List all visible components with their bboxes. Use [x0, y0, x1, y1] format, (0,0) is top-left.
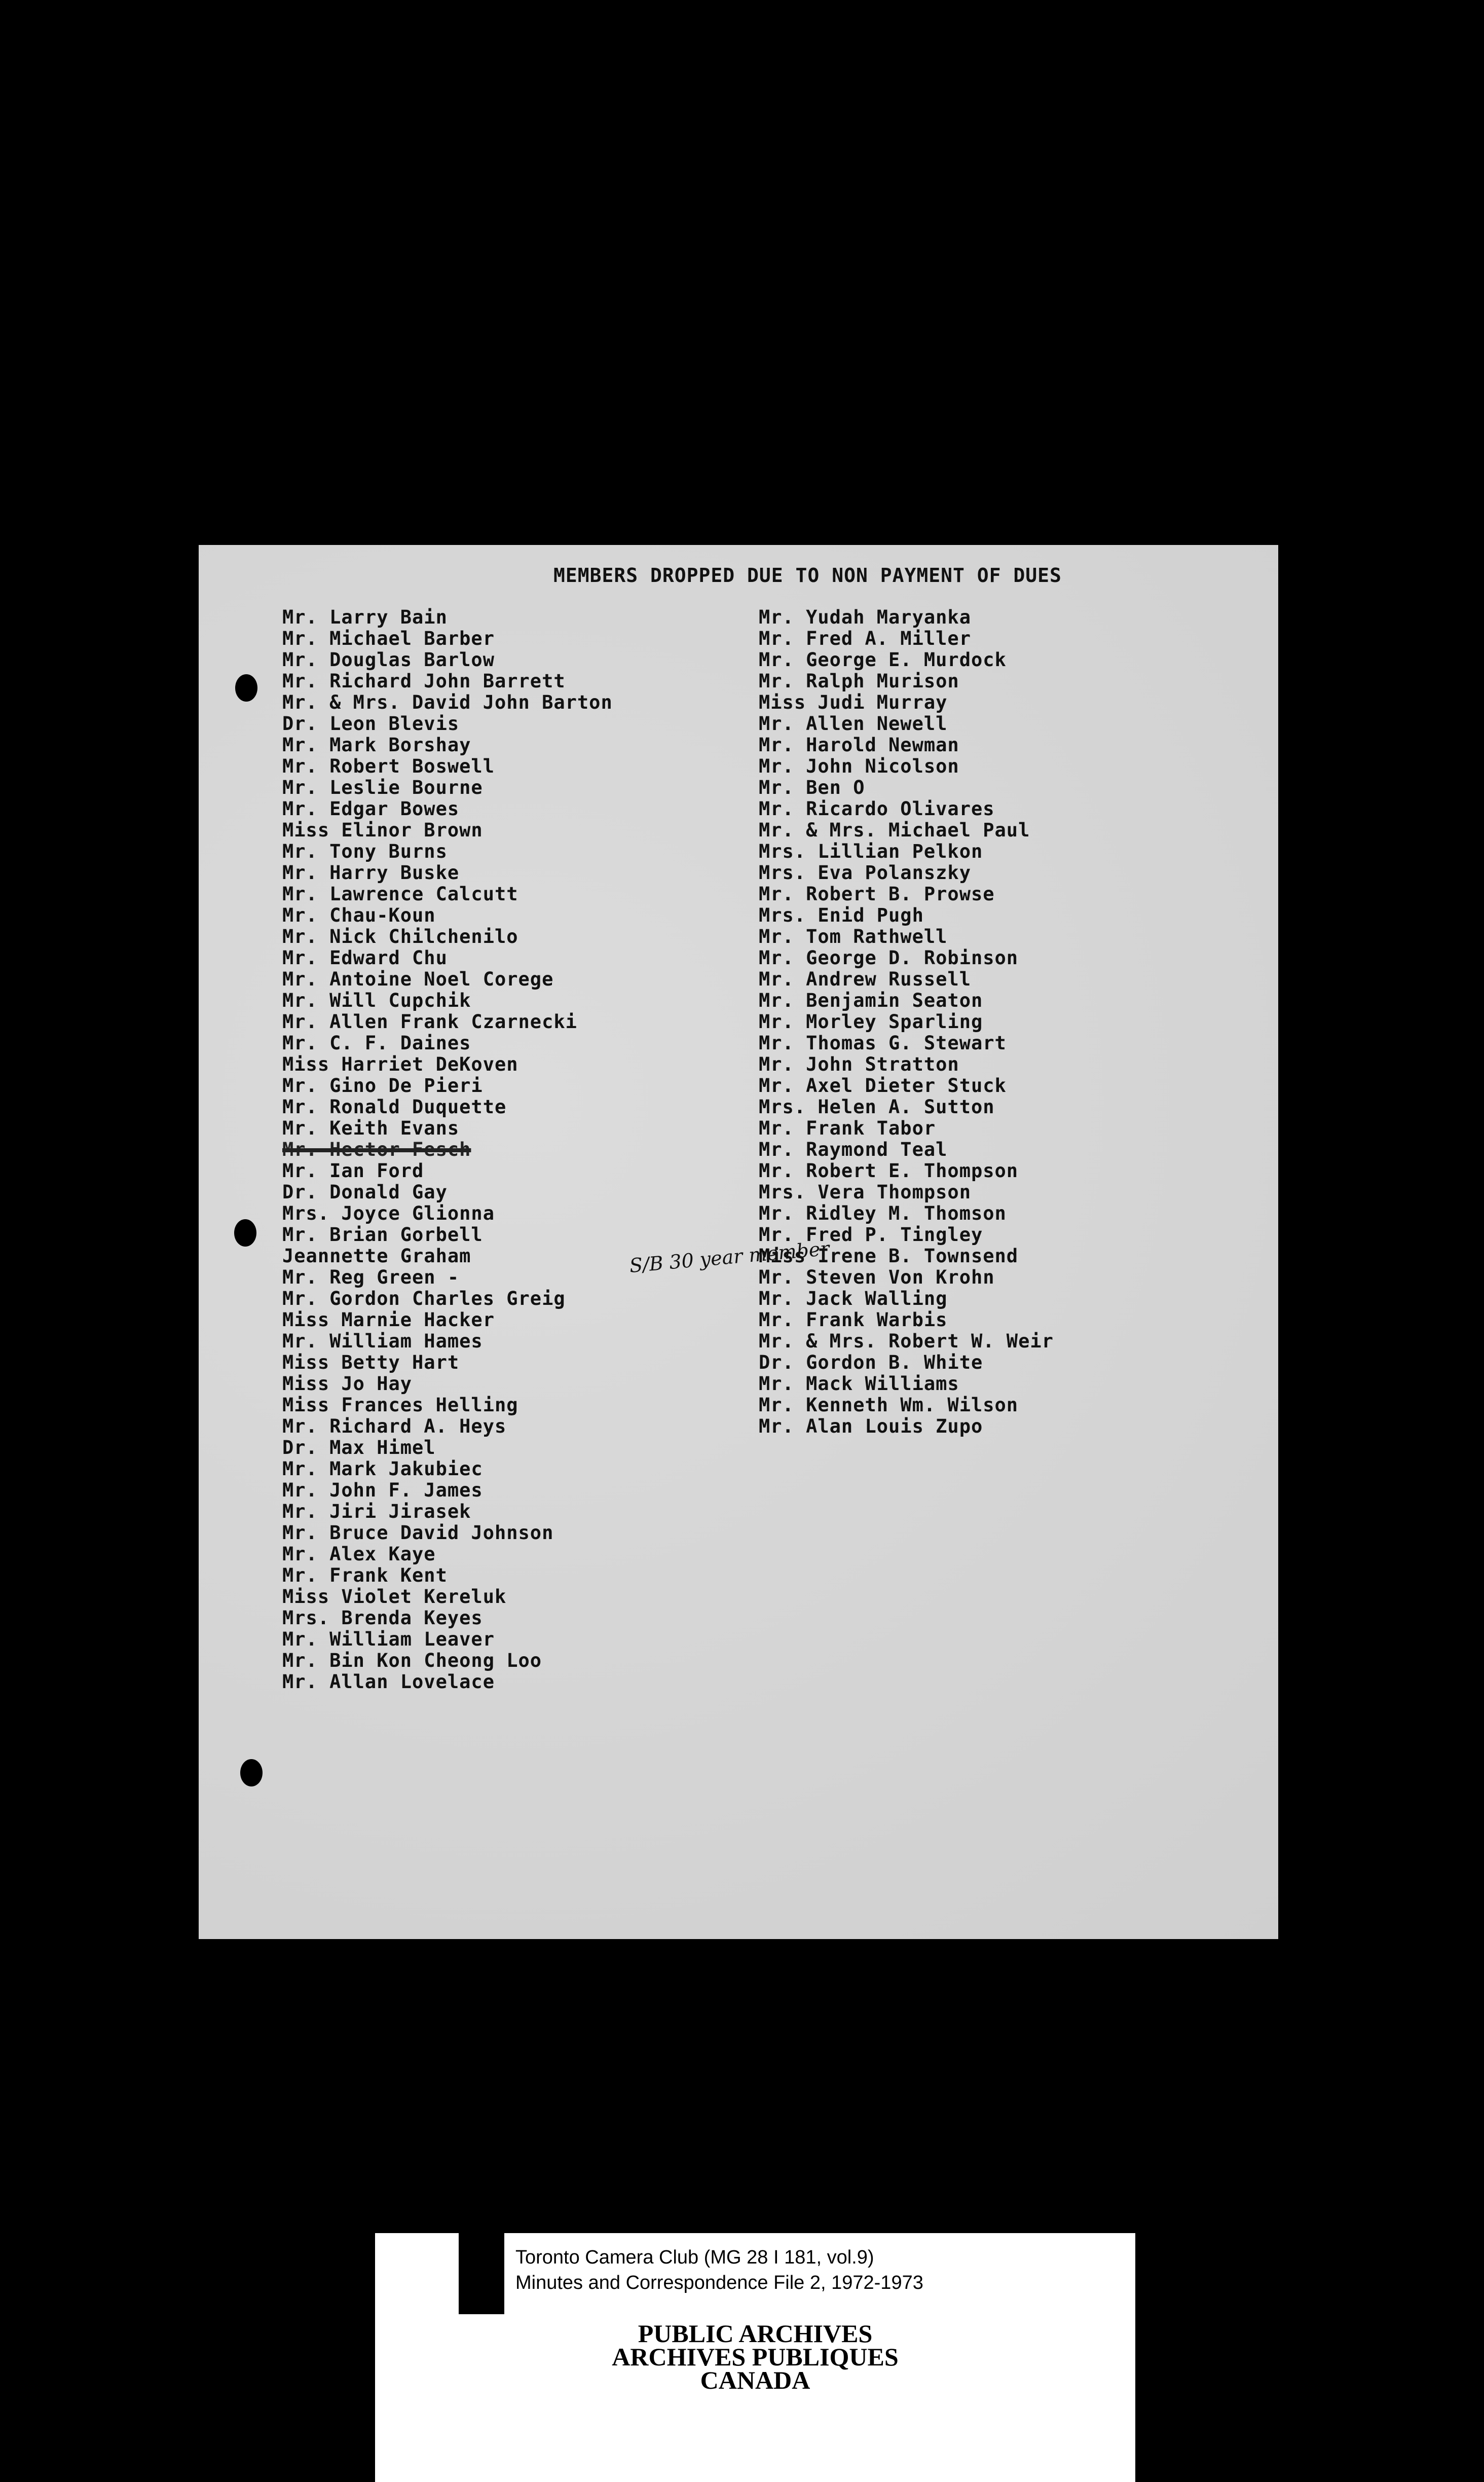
member-entry: Mr. Tony Burns	[282, 841, 448, 862]
member-entry: Mr. Gino De Pieri	[282, 1075, 483, 1097]
member-entry: Miss Elinor Brown	[282, 819, 483, 841]
member-entry: Mr. Lawrence Calcutt	[282, 883, 518, 905]
member-entry: Mr. Allan Lovelace	[282, 1671, 495, 1693]
member-entry: Mr. Richard A. Heys	[282, 1415, 507, 1437]
member-entry: Mr. Andrew Russell	[759, 968, 971, 990]
member-entry: Mr. Richard John Barrett	[282, 670, 566, 692]
member-entry: Mr. Frank Warbis	[759, 1309, 948, 1331]
punch-hole	[240, 1759, 263, 1786]
member-entry: Miss Irene B. Townsend	[759, 1245, 1019, 1267]
member-entry: Mr. & Mrs. David John Barton	[282, 691, 613, 713]
member-entry: Mrs. Eva Polanszky	[759, 862, 971, 884]
member-entry: Mr. Douglas Barlow	[282, 649, 495, 671]
member-entry: Mr. Yudah Maryanka	[759, 606, 971, 628]
member-entry: Mr. Fred P. Tingley	[759, 1224, 983, 1246]
member-entry: Mr. Nick Chilchenilo	[282, 926, 518, 947]
member-entry: Miss Marnie Hacker	[282, 1309, 495, 1331]
member-entry: Mr. Ralph Murison	[759, 670, 959, 692]
member-entry: Mrs. Joyce Glionna	[282, 1202, 495, 1224]
member-entry: Mr. Ridley M. Thomson	[759, 1202, 1007, 1224]
member-entry: Dr. Max Himel	[282, 1437, 436, 1458]
member-entry: Mr. Mack Williams	[759, 1373, 959, 1395]
stamp-line-3: CANADA	[700, 2366, 810, 2394]
member-entry: Mr. William Leaver	[282, 1628, 495, 1650]
member-entry: Mr. Axel Dieter Stuck	[759, 1075, 1007, 1097]
punch-hole	[234, 1219, 256, 1247]
member-entry: Mr. Allen Frank Czarnecki	[282, 1011, 577, 1033]
member-entry: Mr. Gordon Charles Greig	[282, 1288, 566, 1309]
member-entry: Jeannette Graham	[282, 1245, 471, 1267]
member-entry: Mrs. Vera Thompson	[759, 1181, 971, 1203]
member-entry: Mr. Leslie Bourne	[282, 777, 483, 798]
member-entry: Mr. Will Cupchik	[282, 990, 471, 1011]
member-entry: Mr. Antoine Noel Corege	[282, 968, 554, 990]
document-title: MEMBERS DROPPED DUE TO NON PAYMENT OF DUES	[553, 564, 1062, 587]
member-entry: Mr. Ben O	[759, 777, 865, 798]
member-entry: Mr. Bruce David Johnson	[282, 1522, 554, 1544]
member-entry: Mr. Robert Boswell	[282, 755, 495, 777]
member-entry: Mr. Mark Jakubiec	[282, 1458, 483, 1480]
member-entry: Mr. Steven Von Krohn	[759, 1266, 995, 1288]
member-entry: Mr. Larry Bain	[282, 606, 448, 628]
member-entry: Mr. Edgar Bowes	[282, 798, 460, 820]
public-archives-stamp	[375, 2319, 1135, 2394]
member-entry: Mr. William Hames	[282, 1330, 483, 1352]
member-entry: Mr. Jiri Jirasek	[282, 1501, 471, 1522]
member-entry: Miss Betty Hart	[282, 1352, 460, 1373]
member-entry: Mr. Brian Gorbell	[282, 1224, 483, 1246]
member-entry: Mr. Raymond Teal	[759, 1139, 948, 1160]
member-entry: Mr. Robert E. Thompson	[759, 1160, 1019, 1182]
member-entry: Mrs. Enid Pugh	[759, 904, 924, 926]
member-entry: Dr. Leon Blevis	[282, 713, 460, 735]
member-entry: Mr. Morley Sparling	[759, 1011, 983, 1033]
member-entry: Mr. John Stratton	[759, 1053, 959, 1075]
member-entry: Mrs. Brenda Keyes	[282, 1607, 483, 1629]
member-entry: Mr. Jack Walling	[759, 1288, 948, 1309]
member-entry: Mrs. Lillian Pelkon	[759, 841, 983, 862]
member-entry: Mr. Harry Buske	[282, 862, 460, 884]
member-entry: Miss Frances Helling	[282, 1394, 518, 1416]
member-entry: Miss Judi Murray	[759, 691, 948, 713]
member-list-left-column	[282, 607, 613, 1693]
member-entry: Mr. Hector Fesch	[282, 1139, 471, 1160]
member-entry: Mr. Tom Rathwell	[759, 926, 948, 947]
member-entry: Mr. Benjamin Seaton	[759, 990, 983, 1011]
member-entry: Mr. Keith Evans	[282, 1117, 460, 1139]
label-backing	[459, 2233, 504, 2314]
archive-reference-line-1: Toronto Camera Club (MG 28 I 181, vol.9)	[515, 2247, 874, 2268]
member-entry: Mr. John F. James	[282, 1479, 483, 1501]
member-entry: Mr. Frank Kent	[282, 1564, 448, 1586]
member-entry: Mr. Harold Newman	[759, 734, 959, 756]
member-entry: Mr. Fred A. Miller	[759, 628, 971, 649]
member-entry: Mr. Alex Kaye	[282, 1543, 436, 1565]
member-entry: Mr. Kenneth Wm. Wilson	[759, 1394, 1019, 1416]
member-entry: Mr. Ian Ford	[282, 1160, 424, 1182]
member-entry: Mr. John Nicolson	[759, 755, 959, 777]
member-entry: Mr. Robert B. Prowse	[759, 883, 995, 905]
member-entry: Mr. Allen Newell	[759, 713, 948, 735]
member-entry: Mr. & Mrs. Michael Paul	[759, 819, 1030, 841]
archive-reference-line-2: Minutes and Correspondence File 2, 1972-1973	[515, 2272, 923, 2293]
member-entry: Mr. & Mrs. Robert W. Weir	[759, 1330, 1054, 1352]
member-entry: Mr. Edward Chu	[282, 947, 448, 969]
member-entry: Mr. Bin Kon Cheong Loo	[282, 1650, 542, 1671]
member-entry: Mr. C. F. Daines	[282, 1032, 471, 1054]
archive-reference-label	[504, 2240, 1118, 2308]
member-entry: Mr. Reg Green -	[282, 1266, 460, 1288]
member-entry: Mr. Chau-Koun	[282, 904, 436, 926]
member-list-right-column	[759, 607, 1054, 1437]
scanned-document-page	[199, 545, 1278, 1939]
member-entry: Mr. Thomas G. Stewart	[759, 1032, 1007, 1054]
member-entry: Mr. Mark Borshay	[282, 734, 471, 756]
member-entry: Mrs. Helen A. Sutton	[759, 1096, 995, 1118]
member-entry: Mr. Frank Tabor	[759, 1117, 936, 1139]
member-entry: Mr. Ronald Duquette	[282, 1096, 507, 1118]
handwritten-annotation: S/B 30 year member	[628, 1237, 831, 1277]
member-entry: Mr. Alan Louis Zupo	[759, 1415, 983, 1437]
member-entry: Mr. George D. Robinson	[759, 947, 1019, 969]
stamp-line-1: PUBLIC ARCHIVES	[638, 2319, 873, 2348]
member-entry: Dr. Donald Gay	[282, 1181, 448, 1203]
member-entry: Mr. Ricardo Olivares	[759, 798, 995, 820]
member-entry: Mr. Michael Barber	[282, 628, 495, 649]
member-entry: Dr. Gordon B. White	[759, 1352, 983, 1373]
stamp-line-2: ARCHIVES PUBLIQUES	[612, 2343, 899, 2371]
punch-hole	[235, 674, 257, 702]
member-entry: Miss Jo Hay	[282, 1373, 413, 1395]
member-entry: Miss Violet Kereluk	[282, 1586, 507, 1608]
member-entry: Mr. George E. Murdock	[759, 649, 1007, 671]
member-entry: Miss Harriet DeKoven	[282, 1053, 518, 1075]
